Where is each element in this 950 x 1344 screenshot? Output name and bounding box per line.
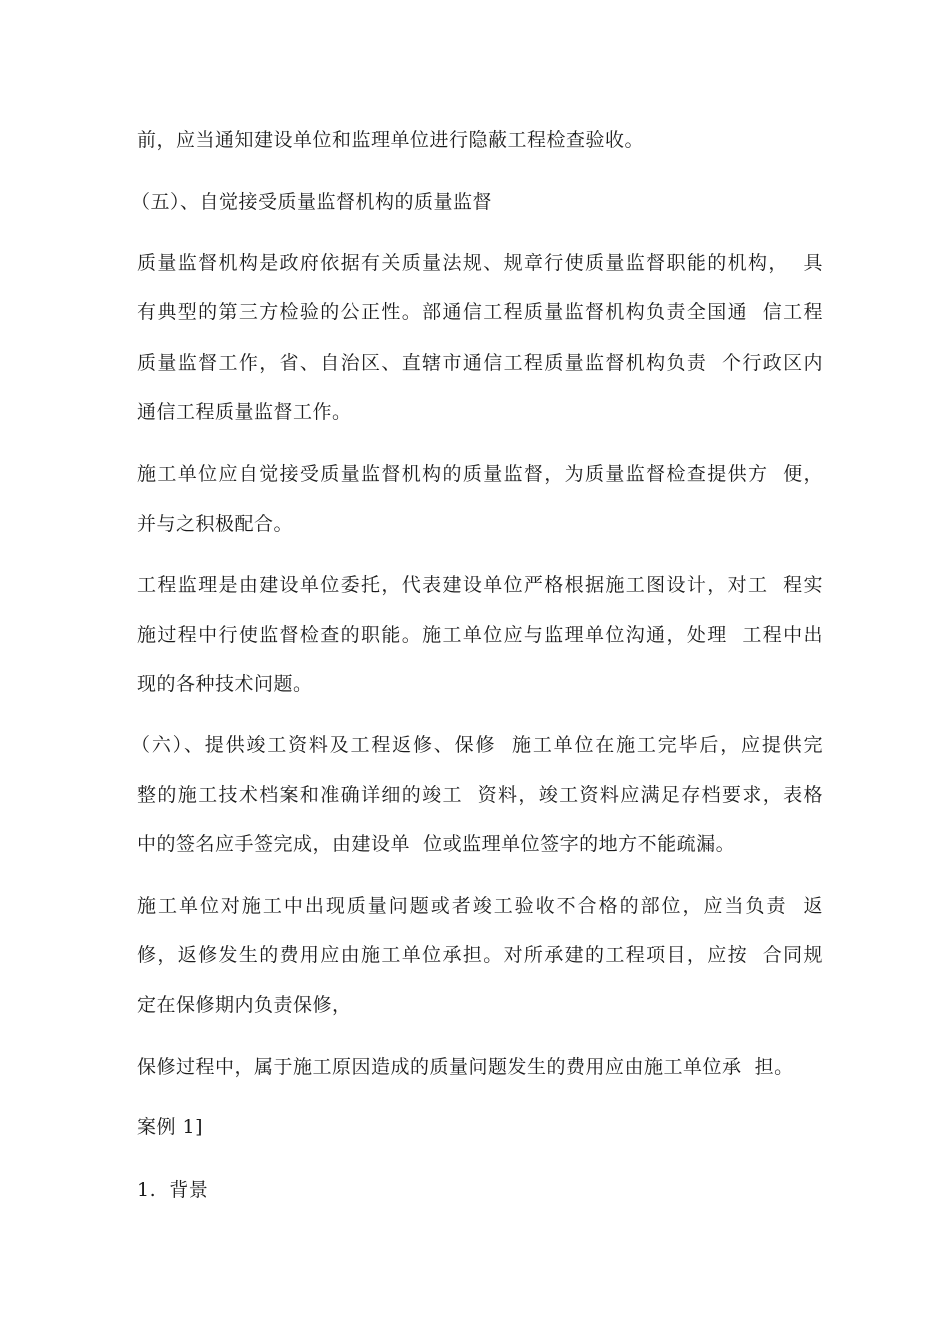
section-heading: （五）、自觉接受质量监督机构的质量监督 (131, 191, 493, 213)
case-label: 案例 1] (137, 1116, 204, 1138)
text-line: 现的各种技术问题。 (137, 673, 313, 695)
text-line: 保修过程中，属于施工原因造成的质量问题发生的费用应由施工单位承 担。 (137, 1056, 794, 1078)
text-line: 通信工程质量监督工作。 (137, 401, 352, 423)
text-line: 质量监督工作，省、自治区、直辖市通信工程质量监督机构负责 个行政区内 (137, 352, 823, 374)
text-line: 并与之积极配合。 (137, 513, 294, 535)
text-line: 修，返修发生的费用应由施工单位承担。对所承建的工程项目，应按 合同规 (137, 944, 823, 966)
text-line: 中的签名应手签完成，由建设单 位或监理单位签字的地方不能疏漏。 (137, 833, 736, 855)
text-line: 施工单位对施工中出现质量问题或者竣工验收不合格的部位，应当负责 返 (137, 895, 823, 917)
numbered-heading: 1. 背景 (137, 1179, 209, 1201)
text-line: 施过程中行使监督检查的职能。施工单位应与监理单位沟通，处理 工程中出 (137, 624, 823, 646)
text-line: 施工单位应自觉接受质量监督机构的质量监督，为质量监督检查提供方 便， (137, 463, 823, 485)
text-line: 整的施工技术档案和准确详细的竣工 资料，竣工资料应满足存档要求，表格 (137, 784, 823, 806)
section-heading: （六）、提供竣工资料及工程返修、保修 施工单位在施工完毕后，应提供完 (131, 734, 823, 756)
text-line: 工程监理是由建设单位委托，代表建设单位严格根据施工图设计，对工 程实 (137, 574, 823, 596)
text-line: 前，应当通知建设单位和监理单位进行隐蔽工程检查验收。 (137, 129, 645, 151)
text-line: 有典型的第三方检验的公正性。部通信工程质量监督机构负责全国通 信工程 (137, 301, 823, 323)
text-line: 质量监督机构是政府依据有关质量法规、规章行使质量监督职能的机构， 具 (137, 252, 823, 274)
text-line: 定在保修期内负责保修， (137, 994, 352, 1016)
